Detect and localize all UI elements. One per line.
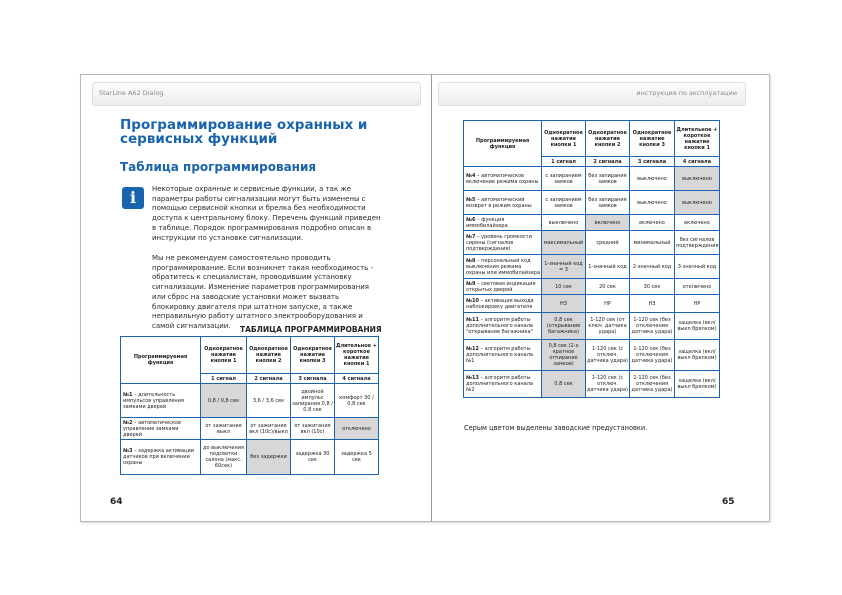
programming-table-left (120, 336, 379, 475)
table-row (464, 340, 720, 371)
header-product-name: StarLine A62 Dialog (99, 89, 164, 97)
cell-value: отключено (335, 418, 379, 440)
cell-value: отключено (675, 279, 720, 295)
cell-value: задержка 5 сек (335, 440, 379, 475)
cell-value: 0,8 сек (открывание багажника) (542, 313, 586, 340)
row-function: №10 – активация выхода наблокировку двигателя (464, 295, 542, 313)
cell-value: минимальный (630, 231, 675, 255)
cell-value: НР (675, 295, 720, 313)
page-number-left: 64 (110, 497, 123, 507)
cell-value: от зажигания вкл (10с) (291, 418, 335, 440)
header-long-press: Длительное + короткое нажатие кнопки 1 (675, 121, 720, 157)
cell-value: НЗ (542, 295, 586, 313)
cell-value: до выключения подсветки салона (макс. 60сек) (201, 440, 247, 475)
row-function: №4 – автоматическое включение режима охраны (464, 167, 542, 191)
cell-value: выключено (630, 191, 675, 215)
cell-value: 3-значный код (675, 255, 720, 279)
intro-paragraph: Некоторые охранные и сервисные функции, а так же параметры работы сигнализации могут быть изменены с помощью сервисной кнопки и брелка без необходимости доступа к центральному блоку. Перечень функций приведен в таблице. Порядок программирования подробно описан в инструкции по установке сигнализации. (152, 185, 381, 242)
cell-value: с запиранием замков (542, 191, 586, 215)
row-function: №3 – задержка активации датчиков при включении охраны (121, 440, 201, 475)
row-function: №6 – функция иммобилайзера (464, 215, 542, 231)
header-button1: Однократное нажатие кнопки 1 (542, 121, 586, 157)
header-manual-name: инструкция по эксплуатации (636, 89, 737, 97)
header-button1: Однократное нажатие кнопки 1 (201, 337, 247, 374)
cell-value: с запиранием замков (542, 167, 586, 191)
page-gutter (431, 74, 432, 522)
signal-3: 3 сигнала (291, 374, 335, 384)
cell-value: включено (630, 215, 675, 231)
table-row (464, 295, 720, 313)
cell-value: 1-120 сек (без отключения датчика удара) (630, 313, 675, 340)
cell-value: 2-значный код (630, 255, 675, 279)
cell-value: выключено (630, 167, 675, 191)
row-function: №5 – автоматический возврат в режим охраны (464, 191, 542, 215)
table-row (121, 440, 379, 475)
table-row (121, 384, 379, 418)
cell-value: 1-120 сек (без отключения датчика удара) (630, 340, 675, 371)
row-function: №12 – алгоритм работы дополнительного канала №1 (464, 340, 542, 371)
cell-value: 0,8 / 0,8 сек (201, 384, 247, 418)
cell-value: от зажигания выкл (201, 418, 247, 440)
info-icon: i (122, 187, 144, 209)
cell-value: 3,6 / 3,6 сек (247, 384, 291, 418)
header-function: Программируемая функция (121, 337, 201, 384)
cell-value: от зажигания вкл (10с)/выкл (247, 418, 291, 440)
header-long-press: Длительное + короткое нажатие кнопки 1 (335, 337, 379, 374)
cell-value: 1-120 сек (без отключения датчика удара) (630, 371, 675, 398)
signal-1: 1 сигнал (201, 374, 247, 384)
table-row (464, 167, 720, 191)
table-row (464, 371, 720, 398)
row-function: №9 – световая индикация открытых дверей (464, 279, 542, 295)
row-function: №11 – алгоритм работы дополнительного канала "открывание багажника" (464, 313, 542, 340)
cell-value: без сигналов подтверждения (675, 231, 720, 255)
cell-value: выключено (542, 215, 586, 231)
cell-value: комфорт 30 / 0,8 сек (335, 384, 379, 418)
page-title: Программирование охранных и сервисных функций (120, 117, 368, 147)
table-row (464, 279, 720, 295)
header-button2: Однократное нажатие кнопки 2 (586, 121, 630, 157)
cell-value: выключено (675, 191, 720, 215)
row-function: №13 – алгоритм работы дополнительного канала №2 (464, 371, 542, 398)
cell-value: 1-120 сек (от ключ. датчика удара) (586, 313, 630, 340)
row-function: №1 – длительность импульсов управления замками дверей (121, 384, 201, 418)
signal-1: 1 сигнал (542, 157, 586, 167)
table-row (464, 215, 720, 231)
header-button2: Однократное нажатие кнопки 2 (247, 337, 291, 374)
cell-value: 30 сек (630, 279, 675, 295)
cell-value: 10 сек (542, 279, 586, 295)
left-page-header (92, 82, 421, 106)
cell-value: включено (675, 215, 720, 231)
signal-2: 2 сигнала (247, 374, 291, 384)
cell-value: 20 сек (586, 279, 630, 295)
right-page-header (438, 82, 746, 106)
row-function: №7 – уровень громкости сирены (сигналов подтверждения) (464, 231, 542, 255)
cell-value: 1-значный код = 3 (542, 255, 586, 279)
cell-value: защелка (вкл/выкл брелком) (675, 371, 720, 398)
cell-value: без задержки (247, 440, 291, 475)
cell-value: максимальный (542, 231, 586, 255)
cell-value: средний (586, 231, 630, 255)
table-row (464, 255, 720, 279)
signal-2: 2 сигнала (586, 157, 630, 167)
factory-default-note: Серым цветом выделены заводские предустановки. (464, 424, 648, 432)
signal-4: 4 сигнала (335, 374, 379, 384)
cell-value: включено (586, 215, 630, 231)
programming-table-right (463, 120, 720, 398)
cell-value: 1-значный код (586, 255, 630, 279)
cell-value: без запирания замков (586, 191, 630, 215)
cell-value: задержка 30 сек (291, 440, 335, 475)
cell-value: 1-120 сек (с отключ. датчика удара) (586, 340, 630, 371)
header-button3: Однократное нажатие кнопки 3 (291, 337, 335, 374)
table-row (464, 231, 720, 255)
table-row (464, 191, 720, 215)
cell-value: 1-120 сек (с отключ. датчика удара) (586, 371, 630, 398)
signal-4: 4 сигнала (675, 157, 720, 167)
cell-value: НЗ (630, 295, 675, 313)
row-function: №8 – персональный код выключения режима охраны или иммобилайзера (464, 255, 542, 279)
section-title: Таблица программирования (120, 160, 317, 174)
header-button3: Однократное нажатие кнопки 3 (630, 121, 675, 157)
cell-value: 0,8 сек (542, 371, 586, 398)
cell-value: защелка (вкл/выкл брелком) (675, 313, 720, 340)
page-number-right: 65 (722, 497, 735, 507)
cell-value: защелка (вкл/выкл брелком) (675, 340, 720, 371)
cell-value: 0,8 сек (2-х кратное отпирание замков) (542, 340, 586, 371)
table-caption: ТАБЛИЦА ПРОГРАММИРОВАНИЯ (240, 325, 382, 334)
warning-paragraph: Мы не рекомендуем самостоятельно проводить программирование. Если возникнет такая необходимость - обратитесь к специалистам, проводившим установку сигнализации. Изменение параметров программирования или сброс на заводские установки может вызвать блокировку двигателя при штатном запуске, а также неправильную работу штатного электрооборудования и самой сигнализации. (152, 254, 374, 330)
table-row (464, 313, 720, 340)
cell-value: двойной импульс запирания 0,8 / 0,8 сек (291, 384, 335, 418)
row-function: №2 – автоматическое управление замками дверей (121, 418, 201, 440)
cell-value: без запирания замков (586, 167, 630, 191)
table-row (121, 418, 379, 440)
cell-value: выключено (675, 167, 720, 191)
header-function: Программируемая функция (464, 121, 542, 167)
cell-value: НР (586, 295, 630, 313)
signal-3: 3 сигнала (630, 157, 675, 167)
